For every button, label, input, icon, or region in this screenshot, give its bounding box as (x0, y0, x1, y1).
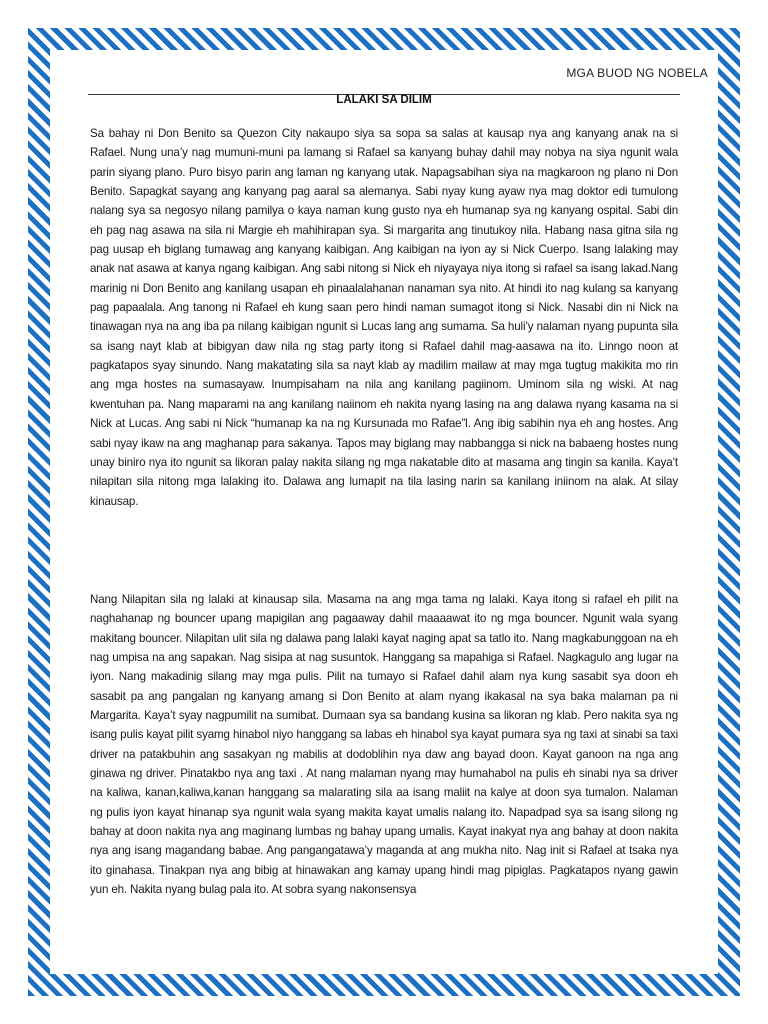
paragraph-2: Nang Nilapitan sila ng lalaki at kinausap sila. Masama na ang mga tama ng lalaki. Kaya itong si rafael eh pilit na naghahanap ng bouncer upang mapigilan ang pagaaway dahil maaaawat ito ng mga bouncer. Ngunit wala syang makitang bouncer. Nilapitan ulit sila ng dalawa pang lalaki kayat naging apat sa tatlo ito. Nang magkabunggoan na eh nag umpisa na ang sapakan. Nag sisipa at nag susuntok. Hanggang sa mapahiga si Rafael. Nagkagulo ang lugar na iyon. Nang makadinig silang may mga pulis. Pilit na tumayo si Rafael dahil alam nya kung sasabit sya doon eh sasabit pa ang pangalan ng kanyang amang si Don Benito at alam nyang ikakasal na sya baka malaman pa ni Margarita. Kaya’t syay nagpumilit na sumibat. Dumaan sya sa bandang kusina sa likoran ng klab. Pero nakita sya ng isang pulis kayat pilit syamg hinabol niyo hanggang sa labas eh hinabol sya kayat pumara sya ng taxi at sinabi sa taxi driver na patakbuhin ang sasakyan ng mabilis at dodoblihin nya daw ang bayad doon. Kayat ganoon na nga ang ginawa ng driver. Pinatakbo nya ang taxi . At nang malaman nyang may humahabol na pulis eh sinabi nya sa driver na kaliwa, kanan,kaliwa,kanan hanggang sa malarating sila aa isang maliit na kalye at doon sya tumalon. Nalaman ng pulis iyon kayat hinanap sya ngunit wala syang makita kayat umalis nalang ito. Napadpad sya sa isang silong ng bahay at doon nakita nya ang maginang lumbas ng bahay upang umalis. Kayat inakyat nya ang bahay at doon nakita nya ang isang magandang babae. Ang pangangatawa’y maganda at ang mukha nito. Nag init si Rafael at tsaka nya ito ginahasa. Tinakpan nya ang bibig at hinawakan ang kamay upang hindi mag pipiglas. Pagkatapos nyang gawin yun eh. Nakita nyang bulag pala ito. At sobra syang nakonsensya (90, 593, 678, 897)
paragraph-1: Sa bahay ni Don Benito sa Quezon City nakaupo siya sa sopa sa salas at kausap nya ang kanyang anak na si Rafael. Nung una’y nag mumuni-muni pa lamang si Rafael sa kanyang buhay dahil may nobya na siya ngunit wala parin siyang plano. Puro bisyo parin ang laman ng kanyang utak. Napagsabihan siya na magkaroon ng plano ni Don Benito. Sapagkat sayang ang kanyang pag aaral sa alemanya. Sabi nyay kung ayaw nya mag doktor edi tumulong nalang sya sa negosyo nilang pamilya o kaya naman kung gusto nya eh humanap sya ng kanyang ospital. Sabi din eh pag nag asawa na sila ni Margie eh mahihirapan sya. Si margarita ang tinutukoy nila. Habang nasa gitna sila ng pag uusap eh biglang tumawag ang kanyang kaibigan. Ang kaibigan na iyon ay si Nick Cuerpo. Isang lalaking may anak nat asawa at kanya ngang kaibigan. Ang sabi nitong si Nick eh niyayaya niya itong si rafael sa isang lakad.Nang marinig ni Don Benito ang kanilang usapan eh pinaalalahanan nanaman sya nito. At hindi ito nag kulang sa kanyang pag papaalala. Ang tanong ni Rafael eh kung saan pero hindi naman sumagot itong si Nick. Nasabi din ni Nick na tinawagan nya na ang iba pa nilang kaibigan ngunit si Lucas lang ang sumama. Sa huli’y nalaman nyang pupunta sila sa isang nayt klab at bibigyan daw nila ng stag party itong si Rafael dahil mag-aasawa na ito. Linngo noon at pagkatapos syay sinundo. Nang makatating sila sa nayt klab ay madilim mailaw at may mga tugtug makikita mo rin ang mga hostes na sumasayaw. Inumpisaham na nila ang kanilang pagiinom. Uminom sila ng wiski. At nag kwentuhan pa. Nang maparami na ang kanilang naiinom eh nakita nyang lasing na ang dalawa nyang kasama na si Nick at Lucas. Ang sabi ni Nick “humanap ka na ng Kursunada mo Rafae”l. Ang ibig sabihin nya eh ang hostes. Ang sabi nyay ikaw na ang maghanap para sakanya. Tapos may biglang may nabbangga si nick na babaeng hostes nung unay biniro nya ito ngunit sa likoran palay nakita silang ng mga nakatable dito at masama ang tingin sa kanila. Kaya’t nilapitan sila nitong mga lalaking ito. Dalawa ang lumapit na tila lasing narin sa kanilang iniinom na alak. At silay kinausap. (90, 127, 678, 508)
document-title: LALAKI SA DILIM (336, 94, 432, 106)
header-label: MGA BUOD NG NOBELA (566, 66, 708, 80)
